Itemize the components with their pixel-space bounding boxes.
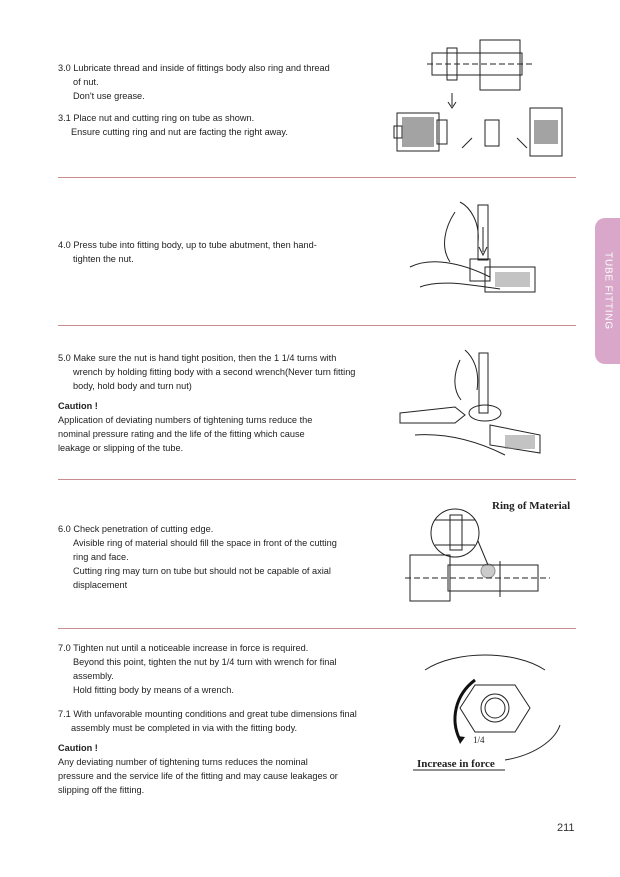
increase-in-force-label: Increase in force xyxy=(417,758,495,770)
step-6-0-line-3: ring and face. xyxy=(73,552,129,562)
step-4-0-line-2: tighten the nut. xyxy=(73,254,134,264)
divider xyxy=(58,325,576,326)
caution-line-2: pressure and the service life of the fitting and may cause leakages or xyxy=(58,771,338,781)
side-tab xyxy=(595,218,620,364)
section-7-text xyxy=(58,641,388,797)
caution-line-3: leakage or slipping of the tube. xyxy=(58,443,184,453)
ring-of-material-illustration xyxy=(400,495,575,615)
divider xyxy=(58,479,576,480)
step-6-0-line-5: displacement xyxy=(73,580,128,590)
step-7-0-line-4: Hold fitting body by means of a wrench. xyxy=(73,685,234,695)
divider xyxy=(58,628,576,629)
step-5-0-line-2: wrench by holding fitting body with a second wrench(Never turn fitting xyxy=(73,367,356,377)
step-6-0-line-2: Avisible ring of material should fill the space in front of the cutting xyxy=(73,538,337,548)
step-5-0-line-1: 5.0 Make sure the nut is hand tight position, then the 1 1/4 turns with xyxy=(58,353,337,363)
caution-line-1: Any deviating number of tightening turns reduces the nominal xyxy=(58,757,308,767)
step-4-0-line-1: 4.0 Press tube into fitting body, up to tube abutment, then hand- xyxy=(58,240,317,250)
step-6-0-line-1: 6.0 Check penetration of cutting edge. xyxy=(58,524,214,534)
section-3-text xyxy=(58,61,388,139)
step-3-0-line-1: 3.0 Lubricate thread and inside of fittings body also ring and thread xyxy=(58,63,330,73)
nut-and-ring-assembly-illustration xyxy=(392,38,572,163)
caution-line-3: slipping off the fitting. xyxy=(58,785,145,795)
divider xyxy=(58,177,576,178)
step-7-0-line-1: 7.0 Tighten nut until a noticeable increase in force is required. xyxy=(58,643,309,653)
step-7-1-line-1: 7.1 With unfavorable mounting conditions and great tube dimensions final xyxy=(58,709,357,719)
caution-heading: Caution ! xyxy=(58,401,98,411)
ring-of-material-label: Ring of Material xyxy=(492,500,571,512)
step-6-0-line-4: Cutting ring may turn on tube but should not be capable of axial xyxy=(73,566,331,576)
press-tube-illustration xyxy=(400,197,550,317)
section-5-text xyxy=(58,351,388,455)
wrench-tightening-illustration xyxy=(395,345,555,465)
section-4-text xyxy=(58,238,388,266)
step-3-0-line-3: Don't use grease. xyxy=(73,91,145,101)
caution-heading: Caution ! xyxy=(58,743,98,753)
step-3-1-line-1: 3.1 Place nut and cutting ring on tube as shown. xyxy=(58,113,255,123)
step-7-0-line-2: Beyond this point, tighten the nut by 1/4 turn with wrench for final xyxy=(73,657,337,667)
step-5-0-line-3: body, hold body and turn nut) xyxy=(73,381,192,391)
quarter-turn-label: 1/4 xyxy=(473,735,485,745)
step-3-0-line-2: of nut. xyxy=(73,77,99,87)
section-6-text xyxy=(58,522,388,592)
side-tab-label: TUBE FITTING xyxy=(602,252,613,330)
step-7-0-line-3: assembly. xyxy=(73,671,114,681)
caution-line-2: nominal pressure rating and the life of the fitting which cause xyxy=(58,429,305,439)
step-3-1-line-2: Ensure cutting ring and nut are facting the right away. xyxy=(71,127,288,137)
quarter-turn-wrench-illustration xyxy=(405,640,570,780)
page-number: 211 xyxy=(557,822,575,834)
step-7-1-line-2: assembly must be completed in via with the fitting body. xyxy=(71,723,298,733)
caution-line-1: Application of deviating numbers of tightening turns reduce the xyxy=(58,415,313,425)
